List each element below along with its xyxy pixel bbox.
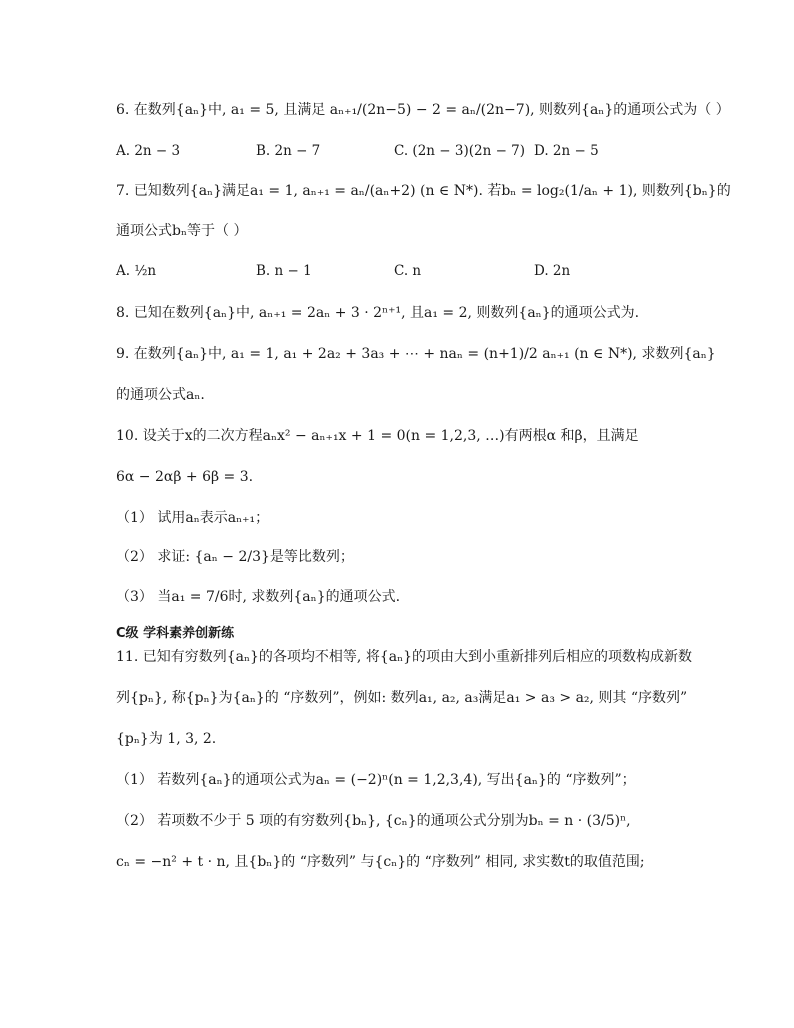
question-11-line-3: {pₙ}为 1, 3, 2. [116, 731, 217, 747]
question-10-line-1: 10. 设关于x的二次方程aₙx² − aₙ₊₁x + 1 = 0(n = 1,2,3, …)有两根α 和β，且满足 [116, 428, 639, 444]
q6-option-b: B. 2n − 7 [256, 143, 321, 159]
q7-option-a: A. ½n [116, 263, 157, 279]
question-10-line-2: 6α − 2αβ + 6β = 3. [116, 469, 254, 485]
section-c-heading: C级 学科素养创新练 [116, 626, 235, 641]
question-11-line-2: 列{pₙ}, 称{pₙ}为{aₙ}的 “序数列”，例如: 数列a₁, a₂, a₃满足a₁ > a₃ > a₂, 则其 “序数列” [116, 690, 688, 706]
question-6: 6. 在数列{aₙ}中, a₁ = 5, 且满足 aₙ₊₁/(2n−5) − 2 = aₙ/(2n−7), 则数列{aₙ}的通项公式为（ ） [116, 102, 730, 118]
q6-option-d: D. 2n − 5 [534, 143, 599, 159]
q7-option-c: C. n [394, 263, 422, 279]
question-7-line-1: 7. 已知数列{aₙ}满足a₁ = 1, aₙ₊₁ = aₙ/(aₙ+2) (n ∈ N*). 若bₙ = log₂(1/aₙ + 1), 则数列{bₙ}的 [116, 183, 731, 199]
question-10-part-3: （3） 当a₁ = 7/6时, 求数列{aₙ}的通项公式. [116, 589, 401, 605]
q6-option-c: C. (2n − 3)(2n − 7) [394, 143, 526, 159]
question-8: 8. 已知在数列{aₙ}中, aₙ₊₁ = 2aₙ + 3 · 2ⁿ⁺¹, 且a₁ = 2, 则数列{aₙ}的通项公式为. [116, 305, 640, 321]
q7-option-d: D. 2n [534, 263, 571, 279]
question-10-part-1: （1） 试用aₙ表示aₙ₊₁； [116, 510, 270, 526]
question-10-part-2: （2） 求证: {aₙ − 2/3}是等比数列； [116, 549, 354, 565]
question-9-line-1: 9. 在数列{aₙ}中, a₁ = 1, a₁ + 2a₂ + 3a₃ + ⋯ + naₙ = (n+1)/2 aₙ₊₁ (n ∈ N*), 求数列{aₙ} [116, 346, 716, 362]
question-11-line-1: 11. 已知有穷数列{aₙ}的各项均不相等, 将{aₙ}的项由大到小重新排列后相应的项数构成新数 [116, 649, 693, 665]
question-11-part-2: （2） 若项数不少于 5 项的有穷数列{bₙ}, {cₙ}的通项公式分别为bₙ = n · (3/5)ⁿ, [116, 813, 631, 829]
question-11-part-2-cont: cₙ = −n² + t · n, 且{bₙ}的 “序数列” 与{cₙ}的 “序数列” 相同, 求实数t的取值范围; [116, 854, 645, 870]
question-9-line-2: 的通项公式aₙ. [116, 387, 205, 403]
question-11-part-1: （1） 若数列{aₙ}的通项公式为aₙ = (−2)ⁿ(n = 1,2,3,4), 写出{aₙ}的 “序数列”； [116, 772, 636, 788]
question-7-line-2: 通项公式bₙ等于（ ） [116, 223, 248, 239]
q7-option-b: B. n − 1 [256, 263, 312, 279]
q6-option-a: A. 2n − 3 [116, 143, 181, 159]
